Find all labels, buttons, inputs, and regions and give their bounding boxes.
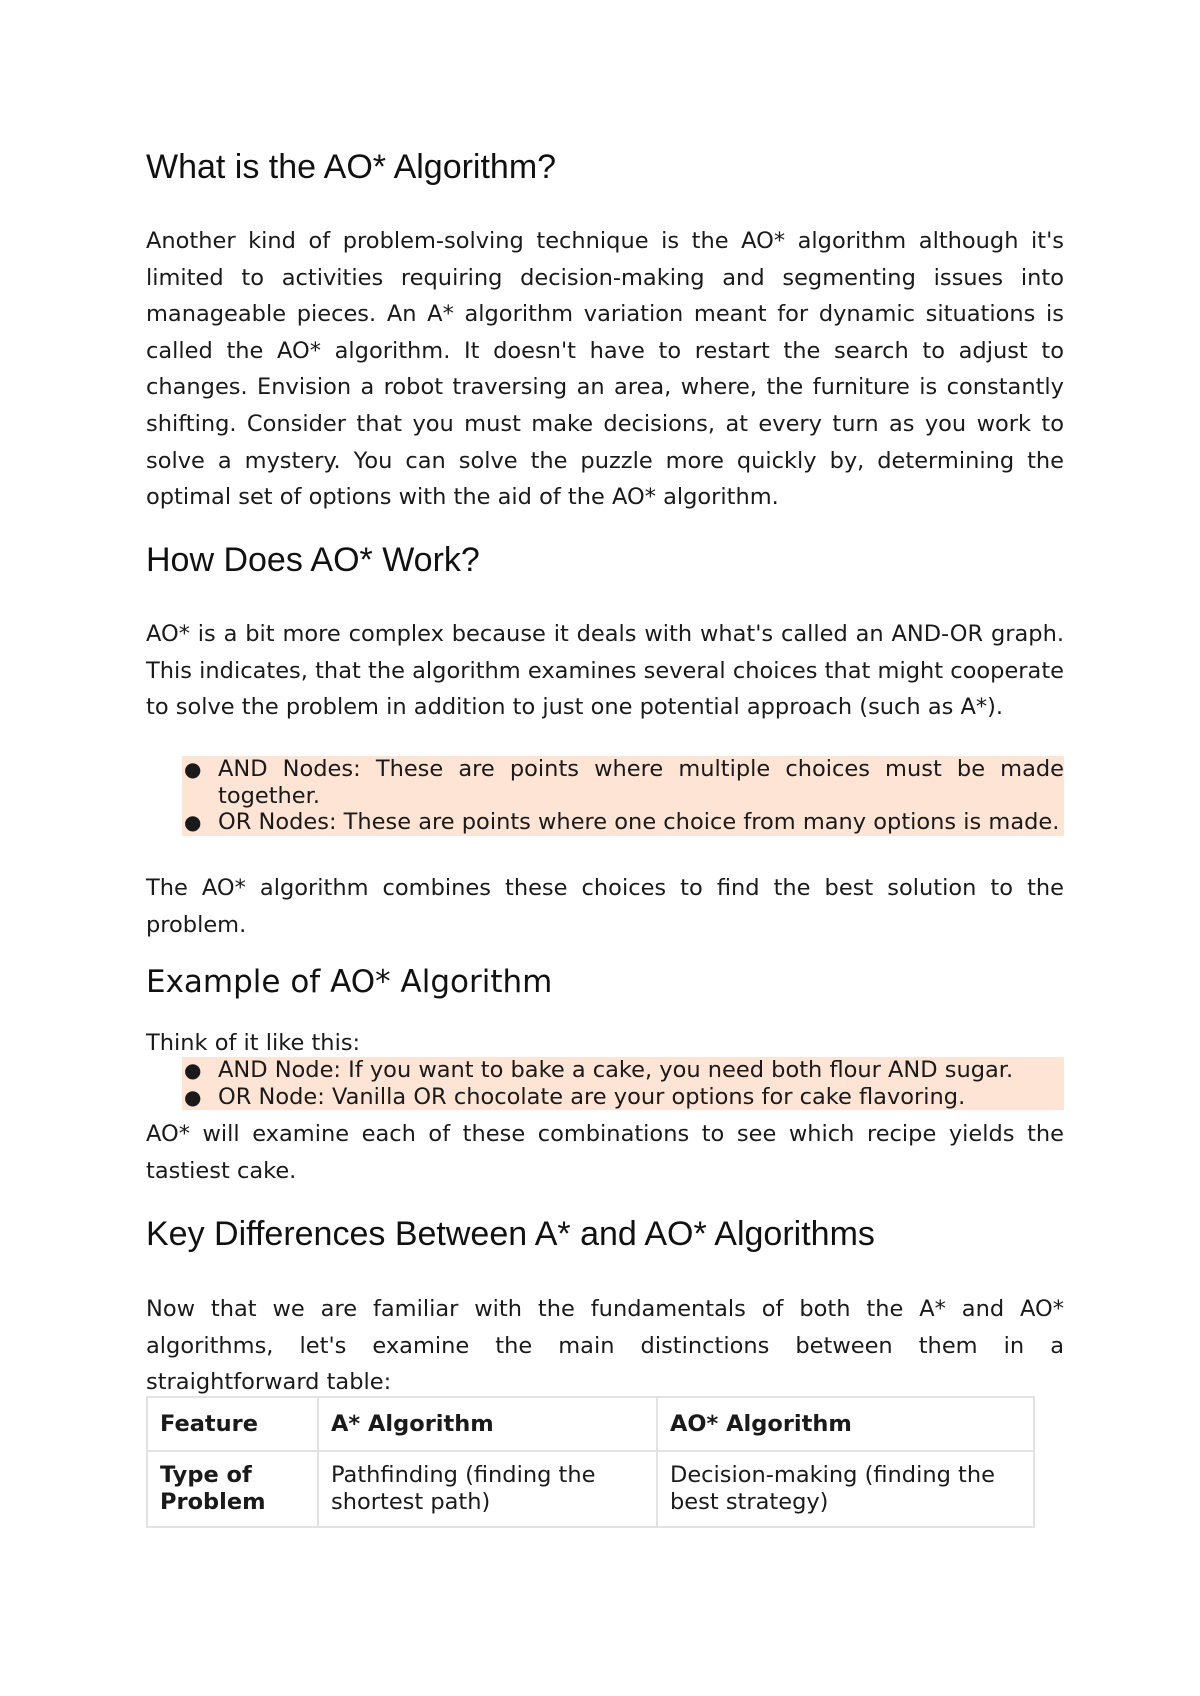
list-example-nodes — [182, 1057, 1064, 1110]
list-node-types — [182, 756, 1064, 836]
heading-what-is-ao-star: What is the AO* Algorithm? — [146, 148, 557, 186]
table-header-row — [147, 1397, 1034, 1451]
bullet-icon: ● — [184, 810, 202, 834]
bullet-icon: ● — [184, 1084, 202, 1109]
table-header-cell: Feature — [147, 1397, 318, 1451]
list-item — [182, 1084, 1064, 1111]
table-cell: Type of Problem — [147, 1451, 318, 1527]
list-item-text: OR Node: Vanilla OR chocolate are your options for cake flavoring. — [218, 1083, 966, 1110]
table-cell: Decision-making (finding the best strategy) — [657, 1451, 1034, 1527]
paragraph-key-differences: Now that we are familiar with the fundamentals of both the A* and AO* algorithms, let's examine the main distinctions between them in a straightforward table: — [146, 1296, 1064, 1396]
heading-example: Example of AO* Algorithm — [146, 964, 553, 1000]
bullet-icon: ● — [184, 1058, 202, 1082]
table-header-cell: AO* Algorithm — [657, 1397, 1034, 1451]
table-row — [147, 1451, 1034, 1527]
heading-how-does-ao-star-work: How Does AO* Work? — [146, 541, 480, 579]
table-cell: Pathfinding (finding the shortest path) — [318, 1451, 657, 1527]
paragraph-how-conclusion: The AO* algorithm combines these choices to find the best solution to the problem. — [146, 875, 1064, 938]
list-item-text: AND Nodes: These are points where multiple choices must be made together. — [218, 756, 1064, 809]
paragraph-example-intro: Think of it like this: — [146, 1030, 361, 1056]
paragraph-what-is-ao-star: Another kind of problem-solving technique is the AO* algorithm although it's limited to activities requiring decision-making and segmenting issues into manageable pieces. An A* algorithm variation meant for dynamic situations is called the AO* algorithm. It doesn't have to restart the search to adjust to changes. Envision a robot traversing an area, where, the furniture is constantly shifting. Consider that you must make decisions, at every turn as you work to solve a mystery. You can solve the puzzle more quickly by, determining the optimal set of options with the aid of the AO* algorithm. — [146, 228, 1064, 511]
bullet-icon: ● — [184, 757, 202, 781]
heading-key-differences: Key Differences Between A* and AO* Algorithms — [146, 1215, 875, 1253]
list-item-text: AND Node: If you want to bake a cake, you need both flour AND sugar. — [218, 1057, 1014, 1083]
table-header-cell: A* Algorithm — [318, 1397, 657, 1451]
list-item — [182, 809, 1064, 836]
comparison-table — [146, 1396, 1035, 1528]
paragraph-how-ao-star-works: AO* is a bit more complex because it deals with what's called an AND-OR graph. This indicates, that the algorithm examines several choices that might cooperate to solve the problem in addition to just one potential approach (such as A*). — [146, 621, 1064, 721]
list-item — [182, 1057, 1064, 1084]
paragraph-example-conclusion: AO* will examine each of these combinations to see which recipe yields the tastiest cake. — [146, 1121, 1064, 1184]
list-item — [182, 756, 1064, 809]
list-item-text: OR Nodes: These are points where one choice from many options is made. — [218, 809, 1060, 835]
